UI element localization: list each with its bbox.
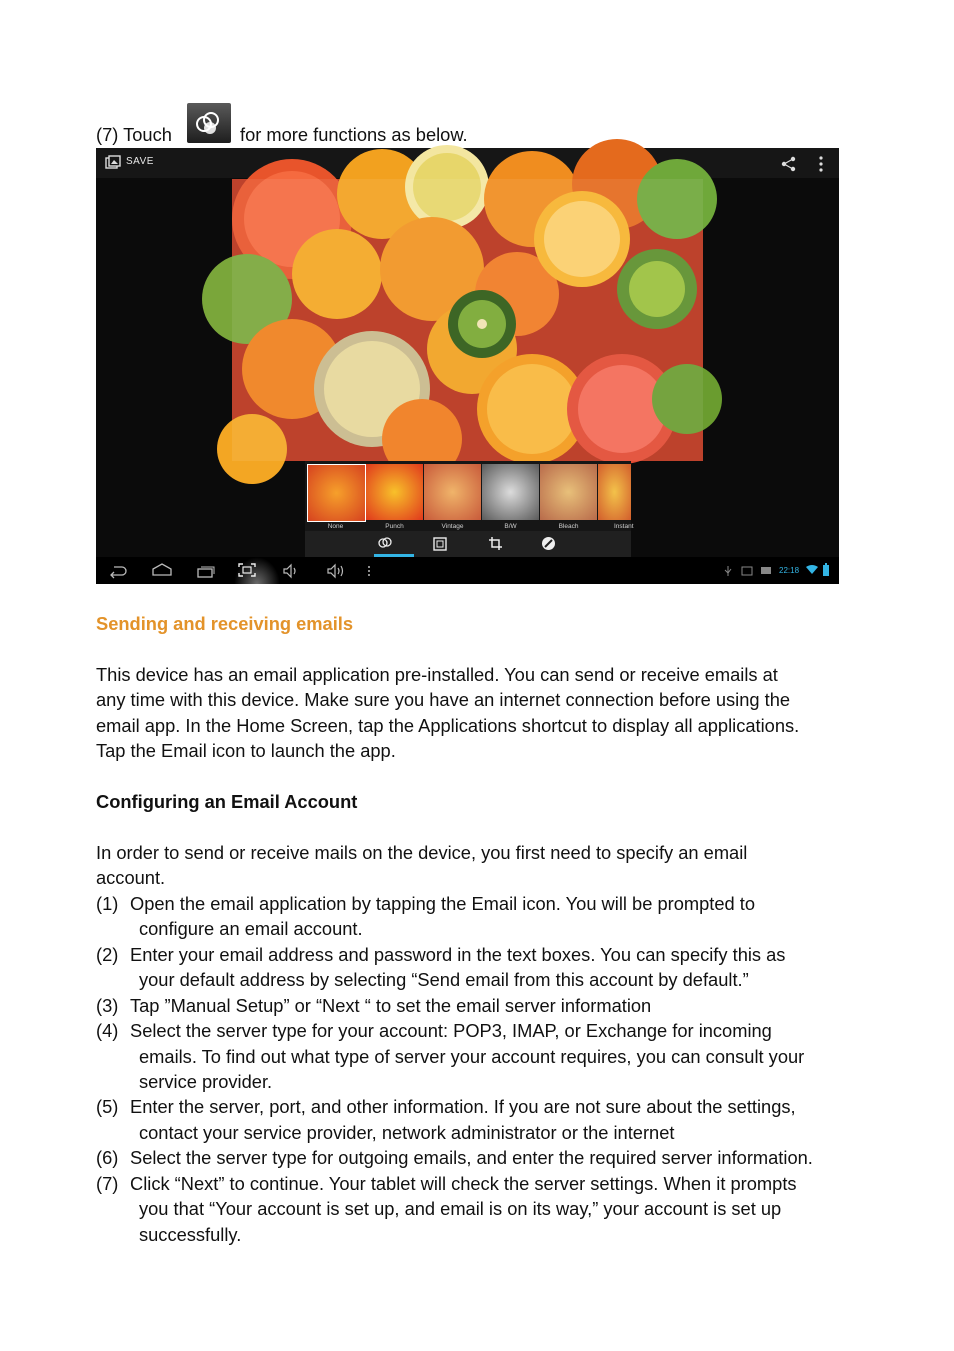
config-intro-line: In order to send or receive mails on the device, you first need to specify an email — [96, 842, 748, 863]
section-paragraph-line: email app. In the Home Screen, tap the Applications shortcut to display all applications. — [96, 715, 800, 736]
battery-icon — [822, 563, 830, 577]
step-line: service provider. — [139, 1071, 273, 1092]
intro-touch-prefix: (7) Touch — [96, 124, 172, 145]
section-paragraph-line: This device has an email application pre-installed. You can send or receive emails at — [96, 664, 778, 685]
step-number: (7) — [96, 1173, 119, 1194]
photo-effects-icon — [187, 103, 231, 143]
volume-up-icon[interactable] — [326, 563, 346, 579]
filter-label: Bleach — [558, 523, 579, 530]
filter-label: None — [327, 523, 344, 530]
filter-strip — [305, 461, 634, 557]
filter-label: Punch — [385, 523, 404, 530]
editor-toolbar — [305, 531, 631, 557]
message-notification-icon — [760, 565, 772, 577]
gallery-notification-icon — [741, 565, 753, 577]
step-number: (6) — [96, 1147, 119, 1168]
section-paragraph-line: any time with this device. Make sure you have an internet connection before using the — [96, 689, 791, 710]
gallery-editor-screenshot — [96, 148, 839, 584]
filter-thumb-bleach[interactable] — [540, 464, 597, 520]
step-number: (1) — [96, 893, 119, 914]
section-paragraph-line: Tap the Email icon to launch the app. — [96, 740, 396, 761]
step-line: Enter the server, port, and other information. If you are not sure about the settings, — [130, 1096, 796, 1117]
step-number: (3) — [96, 995, 119, 1016]
step-line: successfully. — [139, 1224, 242, 1245]
filter-label: B/W — [504, 523, 517, 530]
menu-icon[interactable] — [366, 565, 372, 577]
step-number: (5) — [96, 1096, 119, 1117]
step-number: (4) — [96, 1020, 119, 1041]
effects-icon[interactable] — [377, 536, 393, 550]
step-line: Click “Next” to continue. Your tablet will check the server settings. When it prompts — [130, 1173, 797, 1194]
overflow-menu-icon[interactable] — [816, 155, 826, 173]
home-icon[interactable] — [151, 563, 173, 577]
step-line: Open the email application by tapping the Email icon. You will be prompted to — [130, 893, 755, 914]
wifi-icon — [806, 565, 818, 575]
filter-label: Vintage — [441, 523, 464, 530]
usb-icon — [723, 565, 733, 577]
filter-thumb-vintage[interactable] — [424, 464, 481, 520]
step-number: (2) — [96, 944, 119, 965]
back-icon[interactable] — [108, 564, 128, 578]
config-heading: Configuring an Email Account — [96, 791, 358, 812]
auto-fix-icon[interactable] — [541, 536, 556, 551]
step-line: your default address by selecting “Send email from this account by default.” — [139, 969, 749, 990]
screenshot-icon[interactable] — [237, 562, 257, 578]
filter-thumb-punch[interactable] — [366, 464, 423, 520]
config-intro-line: account. — [96, 867, 166, 888]
filter-label: Instant — [614, 523, 634, 530]
border-icon[interactable] — [433, 537, 447, 551]
intro-touch-suffix: for more functions as below. — [240, 124, 468, 145]
step-line: Select the server type for your account: POP3, IMAP, or Exchange for incoming — [130, 1020, 772, 1041]
filter-thumb-instant[interactable] — [598, 464, 631, 520]
step-line: contact your service provider, network administrator or the internet — [139, 1122, 675, 1143]
filter-thumb-bw[interactable] — [482, 464, 539, 520]
status-clock: 22:18 — [779, 566, 800, 575]
step-line: you that “Your account is set up, and email is on its way,” your account is set up — [139, 1198, 782, 1219]
step-line: Tap ”Manual Setup” or “Next “ to set the email server information — [130, 995, 652, 1016]
step-line: Select the server type for outgoing emails, and enter the required server information. — [130, 1147, 813, 1168]
step-line: emails. To find out what type of server your account requires, you can consult your — [139, 1046, 805, 1067]
gallery-app-icon — [105, 155, 121, 171]
crop-icon[interactable] — [488, 536, 503, 551]
filter-thumb-none[interactable] — [307, 464, 366, 522]
volume-down-icon[interactable] — [282, 563, 300, 579]
save-button[interactable]: SAVE — [126, 156, 154, 167]
step-line: configure an email account. — [139, 918, 363, 939]
recent-apps-icon[interactable] — [196, 564, 216, 578]
section-heading: Sending and receiving emails — [96, 613, 354, 634]
edited-photo — [232, 179, 703, 461]
share-icon[interactable] — [780, 155, 798, 173]
step-line: Enter your email address and password in the text boxes. You can specify this as — [130, 944, 786, 965]
system-bar — [96, 557, 839, 584]
